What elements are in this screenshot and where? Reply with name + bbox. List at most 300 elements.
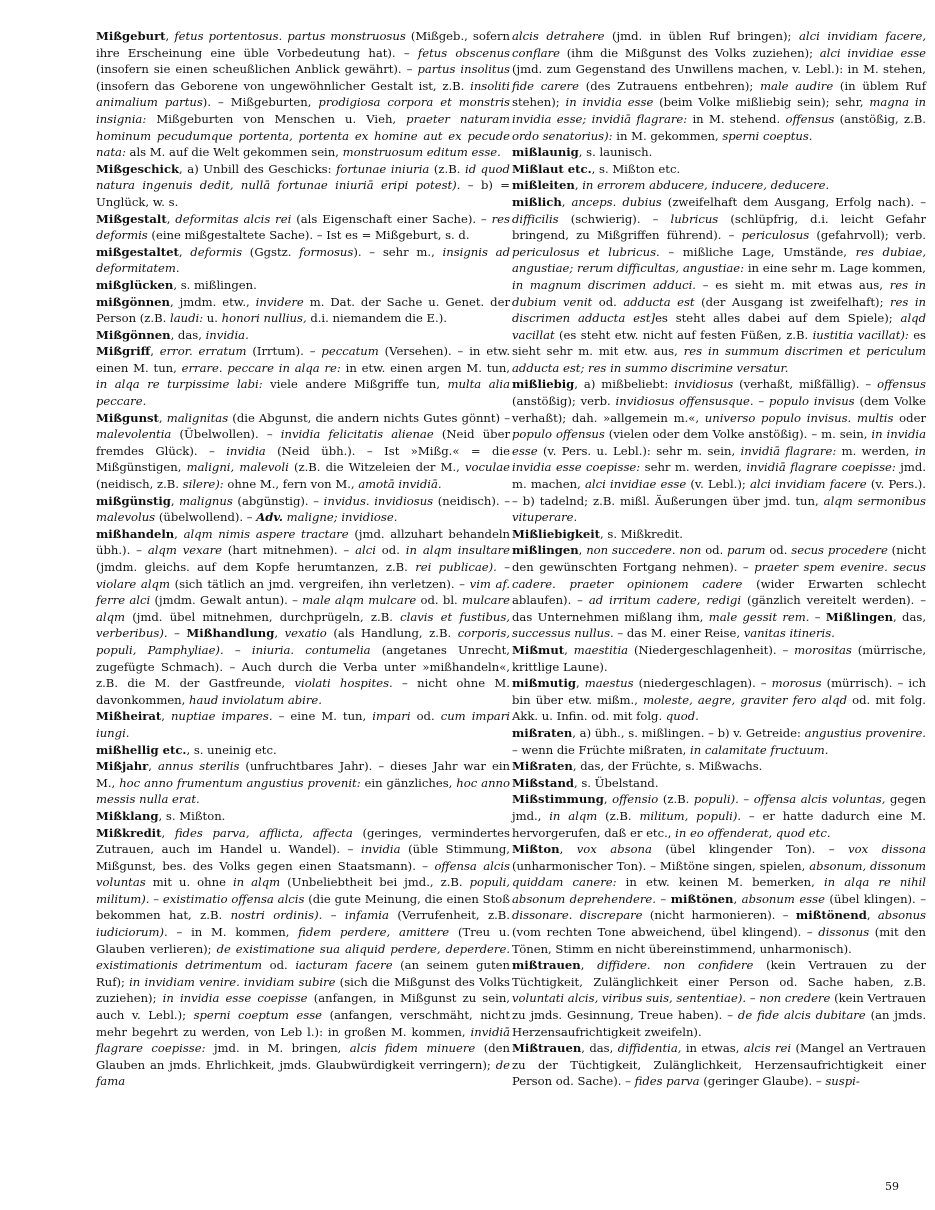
latin-term: populo invisus: [769, 394, 855, 409]
dictionary-entry: [96, 327, 510, 344]
latin-term: quod.: [665, 709, 699, 724]
latin-term: res deformis: [96, 211, 510, 243]
gloss-text: (wider Erwarten schlecht ablaufen). –: [512, 576, 926, 608]
gloss-text: (übel klingen). –: [824, 891, 927, 906]
latin-term: adducta est: [623, 294, 695, 309]
headword: Mißton: [512, 842, 560, 857]
gloss-text: (mit den Tönen, Stimm en nicht übereinstimmend, unharmonisch).: [512, 925, 926, 956]
gloss-text: (z.B.: [658, 792, 694, 807]
gloss-text: ,: [161, 825, 175, 840]
latin-term: alci invidiae esse: [819, 45, 927, 60]
latin-term: universo populo invisus. multis: [704, 410, 894, 425]
gloss-text: (die gute Meinung, die einen Stoß bekommen hat, z.B.: [96, 891, 511, 923]
latin-term: fortunae iniuria: [336, 161, 430, 176]
headword: mißliebig: [512, 377, 575, 392]
gloss-text: in etwas,: [681, 1041, 744, 1056]
dictionary-entry: [512, 791, 926, 841]
gloss-text: (v. Lebl.);: [686, 477, 750, 492]
gloss-text: – wenn die Früchte mißraten,: [512, 742, 691, 757]
headword: mißlingen: [512, 543, 579, 558]
gloss-text: (jmd. zum Gegenstand des Unwillens machen, v. Lebl.): in M. stehen,: [512, 62, 926, 77]
latin-term: alci invidiam facere: [750, 477, 867, 492]
latin-term: anceps. dubius: [571, 194, 662, 209]
gloss-text: ,: [561, 194, 572, 209]
latin-term: invidiā flagrare coepisse:: [746, 460, 896, 475]
latin-term: violati hospites.: [294, 676, 393, 691]
latin-term: insoliti animalium partus: [96, 78, 510, 110]
latin-term: res in discrimen adducta est]: [512, 294, 927, 326]
latin-term: periculosus et lubricus.: [512, 244, 660, 259]
gloss-text: , das,: [893, 609, 927, 624]
gloss-text: ,: [866, 908, 878, 923]
latin-term: ordo senatorius):: [512, 128, 613, 143]
gloss-text: (mürrisch). – ich bin über etw. mißm.,: [512, 676, 927, 707]
gloss-text: (jmdm. Gewalt antun). –: [150, 593, 303, 608]
latin-term: militum, populi).: [639, 808, 742, 823]
gloss-text: – nicht ohne M. davonkommen,: [96, 676, 510, 707]
latin-term: non credere: [759, 991, 831, 1006]
headword: Mißgönnen: [96, 327, 171, 342]
latin-term: successus nullus.: [512, 626, 614, 641]
latin-term: maestus: [584, 676, 634, 691]
latin-term: impari: [372, 709, 411, 724]
latin-term: male alqm mulcare: [302, 593, 417, 608]
headword: mißtönend: [795, 908, 867, 923]
latin-term: fides parva, afflicta, affecta: [174, 825, 353, 840]
latin-term: maestitia: [573, 642, 629, 657]
latin-term: cum impari iungi.: [96, 709, 510, 740]
gloss-text: viele andere Mißgriffe tun,: [262, 377, 448, 392]
gloss-text: in etw. einen argen M. tun,: [340, 360, 510, 375]
gloss-text: –: [746, 991, 760, 1006]
gloss-text: ,: [150, 344, 160, 359]
headword: Mißhandlung: [186, 626, 275, 641]
dictionary-entry: [96, 825, 510, 1091]
latin-term: diffidentia,: [617, 1041, 682, 1056]
headword: mißgestaltet: [96, 244, 179, 259]
latin-term: invidus. invidiosus: [323, 493, 434, 508]
gloss-text: od.: [410, 709, 441, 724]
gloss-text: (übelwollend). –: [155, 510, 257, 525]
latin-term: dissonare. discrepare: [512, 908, 643, 923]
headword: mißmutig: [512, 676, 577, 691]
gloss-text: (anstößig, z.B.: [834, 111, 926, 126]
latin-term: invidiosus: [674, 377, 734, 392]
latin-term: in alqm insultare: [405, 543, 511, 558]
gloss-text: ,: [576, 676, 585, 691]
adverb-label: Adv.: [256, 510, 283, 525]
gloss-text: (den Glauben an jmds. Ehrlichkeit, jmds. Glaubwürdigkeit verringern);: [96, 1041, 510, 1072]
dictionary-entry: [96, 742, 510, 759]
latin-term: alci invidiam facere, conflare: [512, 29, 927, 60]
gloss-text: (der Ausgang ist zweifelhaft);: [694, 294, 890, 309]
latin-term: non succedere. non: [586, 543, 702, 558]
latin-term: violare alqm: [96, 576, 170, 591]
gloss-text: od.: [765, 543, 792, 558]
gloss-text: ,: [174, 526, 184, 541]
gloss-text: (unharmonischer Ton). – Mißtöne singen, spielen,: [512, 858, 810, 873]
gloss-text: , das, der Früchte, s. Mißwachs.: [572, 759, 763, 774]
latin-term: peccatum: [321, 344, 379, 359]
gloss-text: (sich tätlich an jmd. vergreifen, ihn verletzen). –: [169, 576, 470, 591]
latin-term: annus sterilis: [158, 759, 240, 774]
gloss-text: (z.B.: [597, 808, 640, 823]
gloss-text: (vom rechten Tone abweichend, übel klingend). –: [512, 925, 819, 940]
headword: mißraten: [512, 725, 573, 740]
gloss-text: sehr m. werden,: [640, 460, 747, 475]
headword: mißleiten: [512, 178, 575, 193]
gloss-text: (unfruchtbares Jahr). – dieses Jahr war ein M.,: [96, 759, 510, 790]
latin-term: in errorem abducere, inducere, deducere.: [582, 178, 830, 193]
gloss-text: ,: [148, 759, 159, 774]
gloss-text: ,: [166, 211, 176, 226]
headword: Mißgeschick: [96, 161, 180, 176]
gloss-text: , s. Mißton.: [158, 808, 226, 823]
latin-term: iacturam facere: [295, 958, 393, 973]
gloss-text: (z.B.: [429, 161, 465, 176]
gloss-text: (verhaßt, mißfällig). –: [733, 377, 878, 392]
gloss-text: ,: [578, 543, 587, 558]
gloss-text: (hart mitnehmen). –: [222, 543, 356, 558]
gloss-text: (üble Stimmung, Mißgunst, bes. des Volks gegen einen Staatsmann). –: [96, 842, 510, 873]
gloss-text: – er hatte dadurch eine M. hervorgerufen, daß er etc.,: [512, 808, 926, 840]
latin-term: res dubiae, angustiae; rerum difficultas, angustiae:: [512, 244, 926, 276]
latin-term: malevolus: [96, 510, 156, 525]
gloss-text: –: [322, 908, 345, 923]
latin-term: vox dissona: [848, 842, 926, 857]
gloss-text: (als Handlung, z.B.: [326, 626, 458, 641]
gloss-text: jmd. in M. bringen,: [205, 1041, 350, 1056]
latin-term: maligni, malevoli: [186, 460, 289, 475]
gloss-text: ,: [580, 958, 598, 973]
headword: Mißgriff: [96, 344, 151, 359]
gloss-text: (vielen oder dem Volke anstößig). – m. sein,: [604, 427, 872, 442]
headword: mißhandeln: [96, 526, 175, 541]
gloss-text: (des Zutrauens entbehren);: [578, 78, 761, 93]
dictionary-entry: [96, 244, 510, 277]
dictionary-entry: [96, 294, 510, 327]
latin-term: error. erratum: [159, 344, 247, 359]
gloss-text: , a) Unbill des Geschicks:: [179, 161, 337, 176]
latin-term: alqm vexare: [147, 543, 222, 558]
latin-term: alcis fidem minuere: [349, 1041, 476, 1056]
gloss-text: ,: [161, 709, 171, 724]
latin-term: in magnum discrimen adduci.: [512, 277, 696, 292]
gloss-text: (z.B. die Witzeleien der M.,: [288, 460, 465, 475]
dictionary-entry: [512, 194, 926, 377]
latin-term: clavis et fustibus, verberibus).: [96, 609, 510, 641]
latin-term: vim af. ferre alci: [96, 576, 511, 608]
latin-term: parum: [727, 543, 766, 558]
latin-term: alci: [355, 543, 376, 558]
latin-term: invidia: [226, 443, 266, 458]
headword: Mißraten: [512, 759, 573, 774]
gloss-text: oder: [893, 410, 926, 425]
latin-term: in invidia esse: [565, 95, 654, 110]
latin-term: in eo offenderat, quod etc.: [675, 825, 831, 840]
latin-term: invidia felicitatis alienae: [280, 427, 434, 442]
gloss-text: (Übelwollen). –: [171, 427, 281, 442]
gloss-text: (angetanes Unrecht, zugefügte Schmach). – Auch durch die Verba unter »mißhandeln«, z.B. die M. der Gastfreunde,: [96, 642, 510, 691]
latin-term: malignus: [179, 493, 233, 508]
gloss-text: (zweifelhaft dem Ausgang, Erfolg nach). –: [661, 194, 926, 209]
latin-term: invidiā flagrare coepisse:: [96, 1024, 510, 1056]
gloss-text: (v. Pers. u. Lebl.): sehr m. sein,: [537, 443, 741, 458]
latin-term: difficilis: [512, 211, 559, 226]
latin-term: offensa alcis voluntas,: [753, 792, 886, 807]
latin-term: invidia: [361, 842, 401, 857]
latin-term: offensa alcis voluntas: [96, 858, 510, 890]
latin-term: infamia: [344, 908, 389, 923]
gloss-text: –: [753, 394, 770, 409]
dictionary-entry: [96, 211, 510, 244]
gloss-text: ,: [178, 244, 191, 259]
gloss-text: – es sieht m. mit etwas aus,: [695, 277, 890, 292]
gloss-text: (abgünstig). –: [232, 493, 324, 508]
gloss-text: – in M. kommen,: [167, 925, 299, 940]
latin-term: existimatio offensa alcis: [162, 891, 305, 906]
dictionary-entry: [512, 725, 926, 758]
latin-term: offensus: [877, 377, 926, 392]
gloss-text: ,: [733, 891, 742, 906]
gloss-text: (eine mißgestaltete Sache). – Ist es = Mißgeburt, s. d.: [147, 228, 470, 243]
latin-term: alci invidiae esse: [584, 477, 687, 492]
gloss-text: – eine M. tun,: [272, 709, 373, 724]
latin-term: alcis rei: [743, 1041, 792, 1056]
gloss-text: (Unbeliebtheit bei jmd., z.B.: [280, 875, 470, 890]
gloss-text: (übel klingender Ton). –: [651, 842, 849, 857]
gloss-text: (insofern sie einen scheußlichen Anblick gewährt). –: [96, 62, 418, 77]
gloss-text: (beim Volke mißliebig sein); sehr,: [653, 95, 870, 110]
latin-term: in invidia esse: [512, 427, 926, 458]
latin-term: offensio: [612, 792, 659, 807]
gloss-text: Mißgeburten von Menschen u. Vieh,: [146, 111, 407, 126]
latin-term: magna in invidia esse; invidiā flagrare:: [512, 95, 926, 126]
latin-term: praeter spem evenire. secus cadere. praeter opinionem cadere: [512, 560, 926, 591]
dictionary-entry: [512, 177, 926, 194]
latin-term: prodigiosa corpora et monstris insignia:: [96, 95, 510, 126]
headword: mißlaunig: [512, 145, 579, 160]
gloss-text: (in üblem Ruf stehen);: [512, 78, 927, 110]
latin-term: de existimatione sua aliquid perdere, deperdere. existimationis detrimentum: [96, 941, 510, 973]
latin-term: in calamitate fructuum.: [690, 742, 829, 757]
latin-term: honori nullius,: [221, 311, 307, 326]
dictionary-entry: [512, 758, 926, 775]
latin-term: vexatio: [284, 626, 327, 641]
gloss-text: (an jmds. Herzensaufrichtigkeit zweifeln).: [512, 1008, 927, 1039]
gloss-text: m. Dat. der Sache u. Genet. der Person (z.B.: [96, 294, 510, 326]
gloss-text: –: [738, 792, 754, 807]
dictionary-entry: [512, 642, 926, 675]
dictionary-entry: [96, 161, 510, 211]
gloss-text: ,: [564, 642, 574, 657]
gloss-text: (anfangen, in Mißgunst zu sein, auch v. Lebl.);: [96, 991, 510, 1023]
headword: Mißgeburt: [96, 29, 166, 43]
latin-term: ad irritum cadere, redigi: [588, 593, 742, 608]
latin-term: male audire: [760, 78, 834, 93]
latin-term: diffidere. non confidere: [597, 958, 754, 973]
dictionary-entry: [96, 708, 510, 741]
latin-term: nostri ordinis).: [230, 908, 323, 923]
latin-term: fidem perdere, amittere: [298, 925, 450, 940]
gloss-text: es steht alles dabei auf dem Spiele);: [655, 311, 901, 326]
gloss-text: (Mangel an Vertrauen zu der Tüchtigkeit, Zulänglichkeit, Herzensaufrichtigkeit einer Person od. Sache). –: [512, 1041, 926, 1089]
gloss-text: in M. gekommen,: [612, 128, 723, 143]
dictionary-entry: [96, 28, 510, 161]
gloss-text: , jmdm. etw.,: [169, 294, 256, 309]
latin-term: iustitia vacillat):: [812, 327, 909, 342]
latin-term: alqd vacillat: [512, 311, 926, 342]
headword: Mißjahr: [96, 759, 149, 774]
gloss-text: (nicht den gewünschten Fortgang nehmen). –: [512, 543, 926, 574]
latin-term: iniuria. contumelia: [251, 642, 371, 657]
dictionary-entry: [512, 28, 926, 144]
latin-term: male gessit rem.: [708, 609, 810, 624]
gloss-text: (schwierig). –: [558, 211, 671, 226]
gloss-text: – das M. einer Reise,: [613, 626, 744, 641]
gloss-text: (v. Pers.). – b) tadelnd; z.B. mißl. Äußerungen über jmd. tun,: [512, 477, 926, 508]
gloss-text: ,: [574, 178, 583, 193]
gloss-text: (Niedergeschlagenheit). –: [628, 642, 795, 657]
latin-term: in alqa re nihil absonum deprehendere.: [512, 875, 926, 906]
latin-term: fetus obscenus: [417, 45, 510, 60]
gloss-text: –: [655, 891, 671, 906]
latin-term: voluntati alcis, viribus suis, sententiae).: [512, 991, 747, 1006]
headword: Mißlingen: [825, 609, 894, 624]
page-number: 59: [885, 1180, 899, 1193]
gloss-text: – b) = Unglück, w. s.: [96, 178, 510, 209]
headword: Mißstimmung: [512, 792, 604, 807]
dictionary-entry: [512, 957, 926, 1040]
gloss-text: (schlüpfrig, d.i. leicht Gefahr bringend, zu Mißgriffen führend). –: [512, 211, 926, 243]
latin-term: sperni coeptus.: [722, 128, 813, 143]
gloss-text: , s. mißlingen.: [173, 277, 257, 292]
gloss-text: ,: [165, 29, 175, 43]
gloss-text: – mißliche Lage, Umstände,: [659, 244, 856, 259]
headword: Mißliebigkeit: [512, 526, 601, 541]
dictionary-entry: [96, 758, 510, 808]
dictionary-entry: [96, 343, 510, 409]
latin-term: populi).: [693, 792, 739, 807]
gloss-text: , a) mißbeliebt:: [574, 377, 675, 392]
gloss-text: , s. uneinig etc.: [186, 742, 277, 757]
dictionary-entry: [512, 161, 926, 178]
gloss-text: ohne M., fern von M.,: [223, 477, 359, 492]
latin-term: alcis detrahere: [512, 29, 605, 43]
headword: mißhellig etc.: [96, 742, 187, 757]
latin-term: in alqm: [232, 875, 281, 890]
latin-term: res in summum discrimen et periculum adducta est; res in summo discrimine versatur.: [512, 344, 926, 375]
gloss-text: (an seinem guten Ruf);: [96, 958, 510, 989]
headword: mißgünstig: [96, 493, 171, 508]
latin-term: angustius provenire.: [804, 725, 926, 740]
latin-term: invidiā flagrare:: [740, 443, 837, 458]
latin-term: laudi:: [169, 311, 204, 326]
gloss-text: in eine sehr m. Lage kommen,: [744, 261, 926, 276]
gloss-text: , das,: [581, 1041, 618, 1056]
gloss-text: (Mißgeb., sofern ihre Erscheinung eine üble Vorbedeutung hat). –: [96, 29, 510, 60]
dictionary-entry: [512, 841, 926, 957]
latin-term: fetus portentosus. partus monstruosus: [174, 29, 406, 43]
latin-term: rei publicae).: [415, 560, 497, 574]
gloss-text: (neidisch, z.B.: [96, 477, 183, 492]
headword: Mißheirat: [96, 709, 162, 724]
gloss-text: (Verrufenheit, z.B.: [388, 908, 510, 923]
latin-term: malevolentia: [96, 427, 172, 442]
latin-term: lubricus: [670, 211, 719, 226]
gloss-text: ). – sehr m.,: [353, 244, 443, 259]
latin-term: vox absona: [576, 842, 652, 857]
gloss-text: (kein Vertrauen zu der Tüchtigkeit, Zulänglichkeit einer Person od. Sache haben, z.B.: [512, 958, 926, 989]
latin-term: errare. peccare in alqa re:: [181, 360, 341, 375]
gloss-text: ,: [559, 842, 577, 857]
gloss-text: (gefahrvoll); verb.: [809, 228, 926, 243]
latin-term: morosus: [771, 676, 822, 691]
dictionary-entry: [512, 376, 926, 525]
latin-term: invidiosus offensusque.: [615, 394, 754, 409]
latin-term: alqm nimis aspere tractare: [183, 526, 349, 541]
gloss-text: (jmd. allzuhart behandeln übh.). –: [96, 526, 511, 558]
gloss-text: , s. Mißton etc.: [591, 161, 681, 176]
dictionary-entry: [96, 277, 510, 294]
gloss-text: mit u. ohne: [145, 875, 233, 890]
latin-term: in invidia esse coepisse: [162, 991, 308, 1006]
dictionary-entry: [512, 675, 926, 725]
gloss-text: , s. Mißkredit.: [600, 526, 683, 541]
gloss-text: ,: [170, 493, 180, 508]
gloss-text: (jmdm. gleichs. auf dem Kopfe herumtanzen, z.B.: [96, 560, 416, 574]
gloss-text: u.: [203, 311, 222, 326]
gloss-text: (anstößig); verb.: [512, 394, 616, 409]
gloss-text: (dem Volke verhaßt); dah. »allgemein m.«,: [512, 394, 926, 425]
gloss-text: m. werden,: [836, 443, 915, 458]
latin-term: malignitas: [166, 410, 229, 425]
gloss-text: (neidisch). –: [433, 493, 510, 508]
latin-term: de fide alcis dubitare: [737, 1008, 866, 1023]
latin-term: fides parva: [634, 1074, 700, 1089]
gloss-text: (Neid über fremdes Glück). –: [96, 427, 510, 458]
latin-term: morositas: [794, 642, 852, 657]
latin-term: hoc anno messis nulla erat.: [96, 775, 510, 807]
gloss-text: d.i. niemandem die E.).: [306, 311, 447, 326]
latin-term: corporis, populi, Pamphyliae).: [96, 626, 510, 657]
latin-term: alqm sermonibus vituperare.: [512, 493, 927, 525]
latin-term: in invidia esse coepisse:: [512, 443, 927, 475]
gloss-text: jmd. m. machen,: [512, 460, 926, 492]
latin-term: formosus: [299, 244, 354, 259]
gloss-text: –: [809, 609, 826, 624]
latin-term: absonum esse: [741, 891, 825, 906]
gloss-text: (jmd. übel mitnehmen, durchprügeln, z.B.: [125, 609, 401, 624]
gloss-text: ein gänzliches,: [360, 775, 457, 790]
headword: Mißgestalt: [96, 211, 167, 226]
headword: Mißgunst: [96, 410, 159, 425]
gloss-text: in M. stehend.: [687, 111, 786, 126]
headword: Mißkredit: [96, 825, 162, 840]
latin-term: vanitas itineris.: [743, 626, 835, 641]
gloss-text: od.: [375, 543, 406, 558]
latin-term: suspi-: [825, 1074, 860, 1089]
dictionary-entry: [512, 144, 926, 161]
latin-term: moleste, aegre, graviter fero alqd: [643, 692, 847, 707]
gloss-text: (insofern das Geborene von ungewöhnlicher Gestalt ist, z.B.: [96, 78, 471, 93]
gloss-text: in etw. keinen M. bemerken,: [616, 875, 824, 890]
gloss-text: (kein Vertrauen zu jmds. Gesinnung, Treue haben). –: [512, 991, 927, 1023]
headword: Mißklang: [96, 808, 159, 823]
latin-term: silere):: [182, 477, 224, 492]
gloss-text: ,: [603, 792, 613, 807]
latin-term: absonus: [877, 908, 927, 923]
